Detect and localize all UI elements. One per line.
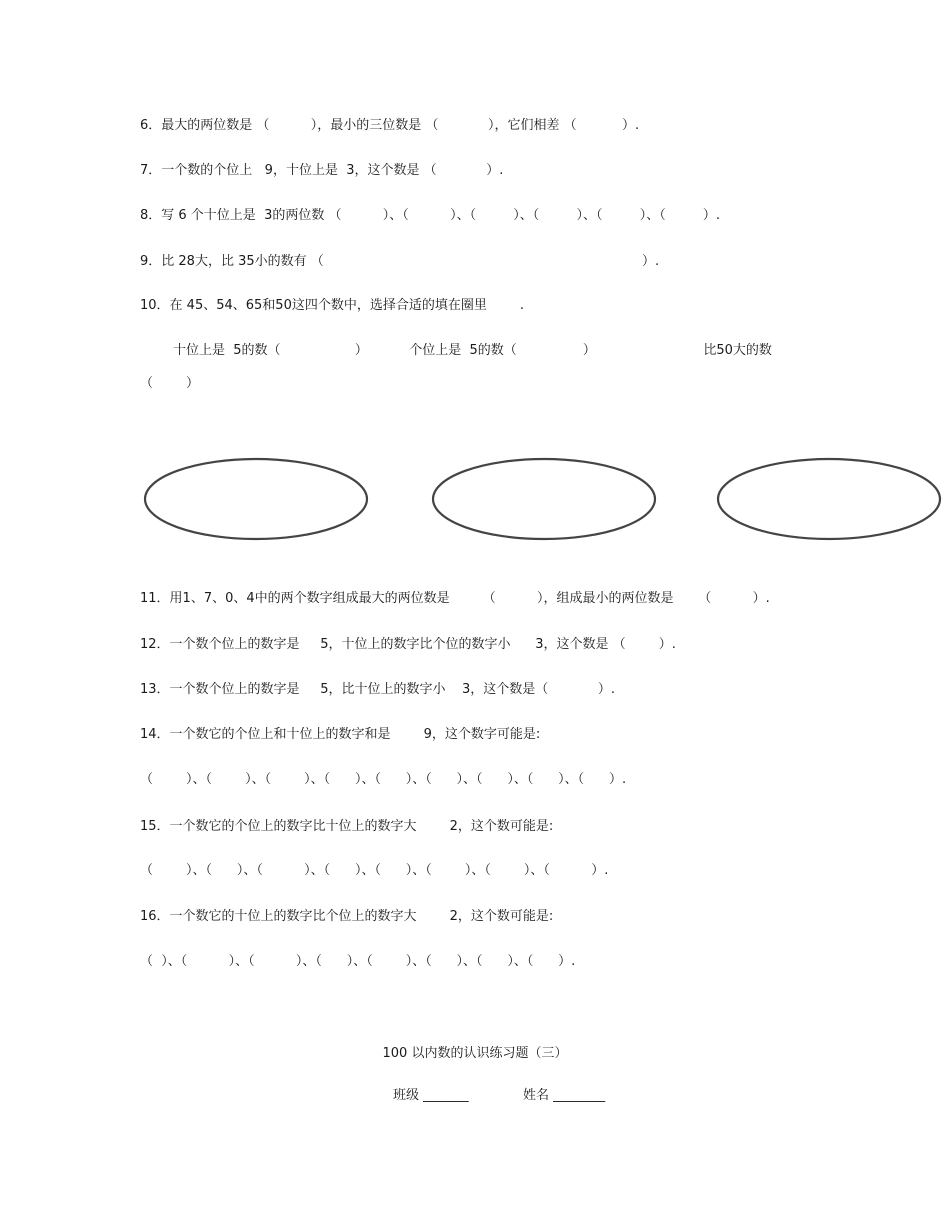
question-16-answers: （ ）、（ ）、（ ）、（ ）、（ ）、（ ）、（ ）、（ ）. [140,954,576,969]
question-12: 12．一个数个位上的数字是 5，十位上的数字比个位的数字小 3，这个数是 （ ）. [140,637,676,652]
question-10-blank: （ ） [140,376,200,391]
worksheet-title: 100 以内数的认识练习题（三） [382,1046,568,1061]
question-14: 14．一个数它的个位上和十位上的数字和是 9，这个数字可能是: [140,727,541,742]
question-16: 16．一个数它的十位上的数字比个位上的数字大 2，这个数可能是: [140,909,554,924]
question-9: 9．比 28大，比 35小的数有 （ ）. [140,254,660,269]
oval-tens-five [145,459,367,539]
question-14-answers: （ ）、（ ）、（ ）、（ ）、（ ）、（ ）、（ ）、（ ）、（ ）. [140,772,627,787]
question-13: 13．一个数个位上的数字是 5，比十位上的数字小 3，这个数是（ ）. [140,682,615,697]
class-field: 班级 _______ [393,1088,469,1103]
question-6: 6．最大的两位数是 （ ），最小的三位数是 （ ），它们相差 （ ）. [140,118,640,133]
question-10: 10．在 45、54、65和50这四个数中，选择合适的填在圈里 . [140,298,525,313]
oval-greater-fifty [718,459,940,539]
name-field: 姓名 ________ [523,1088,606,1103]
answer-ovals [0,440,950,560]
oval-ones-five [433,459,655,539]
question-11: 11．用1、7、0、4中的两个数字组成最大的两位数是 （ ），组成最小的两位数是 （ ）. [140,591,770,606]
question-8: 8．写 6 个十位上是 3的两位数 （ ）、（ ）、（ ）、（ ）、（ ）、（ ）. [140,208,721,223]
question-15: 15．一个数它的个位上的数字比十位上的数字大 2，这个数可能是: [140,819,554,834]
question-7: 7．一个数的个位上 9，十位上是 3，这个数是 （ ）. [140,163,504,178]
question-15-answers: （ ）、（ ）、（ ）、（ ）、（ ）、（ ）、（ ）、（ ）. [140,863,609,878]
question-10-categories: 十位上是 5的数（ ） 个位上是 5的数（ ） 比50大的数 [173,343,772,358]
